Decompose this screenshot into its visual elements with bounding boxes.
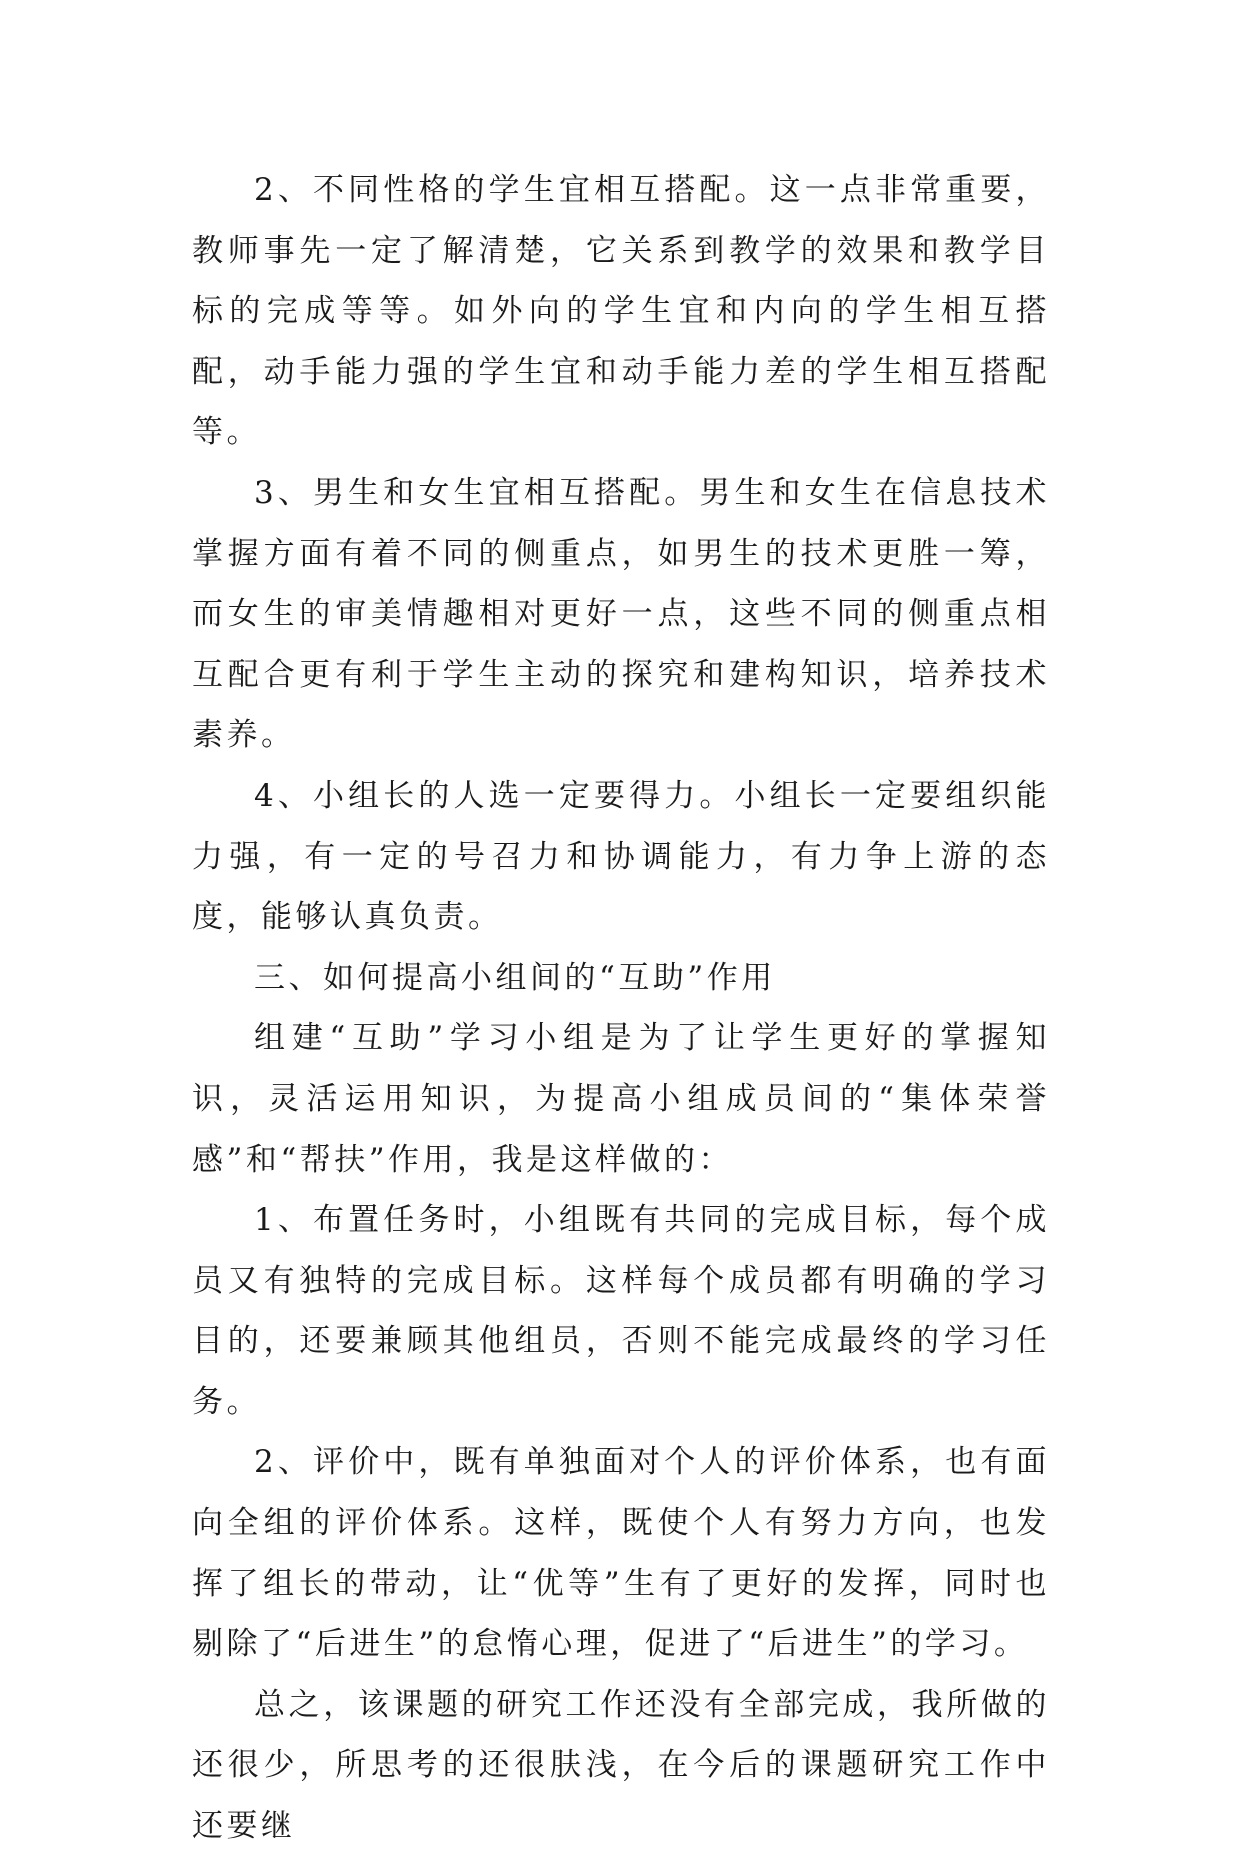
paragraph-gender-pairing: 3、男生和女生宜相互搭配。男生和女生在信息技术掌握方面有着不同的侧重点，如男生的技术更胜一筹，而女生的审美情趣相对更好一点，这些不同的侧重点相互配合更有利于学生主动的探究和建构知识，培养技术素养。 [192,474,1050,754]
paragraph-group-purpose: 组建“互助”学习小组是为了让学生更好的掌握知识，灵活运用知识，为提高小组成员间的“集体荣誉感”和“帮扶”作用，我是这样做的： [192,1020,1050,1178]
paragraph-personality-pairing: 2、不同性格的学生宜相互搭配。这一点非常重要，教师事先一定了解清楚，它关系到教学的效果和教学目标的完成等等。如外向的学生宜和内向的学生相互搭配，动手能力强的学生宜和动手能力差的学生相互搭配等。 [192,172,1050,451]
paragraph-task-assignment: 1、布置任务时，小组既有共同的完成目标，每个成员又有独特的完成目标。这样每个成员都有明确的学习目的，还要兼顾其他组员，否则不能完成最终的学习任务。 [192,1202,1050,1420]
section-heading-mutual-help: 三、如何提高小组间的“互助”作用 [254,959,776,996]
document-body [192,160,1050,1857]
paragraph-conclusion: 总之，该课题的研究工作还没有全部完成，我所做的还很少，所思考的还很肤浅，在今后的课题研究工作中还要继 [192,1686,1050,1845]
paragraph-group-leader: 4、小组长的人选一定要得力。小组长一定要组织能力强，有一定的号召力和协调能力，有力争上游的态度，能够认真负责。 [192,777,1050,936]
paragraph-evaluation: 2、评价中，既有单独面对个人的评价体系，也有面向全组的评价体系。这样，既使个人有努力方向，也发挥了组长的带动，让“优等”生有了更好的发挥，同时也剔除了“后进生”的怠惰心理，促进了“后进生”的学习。 [192,1444,1050,1663]
